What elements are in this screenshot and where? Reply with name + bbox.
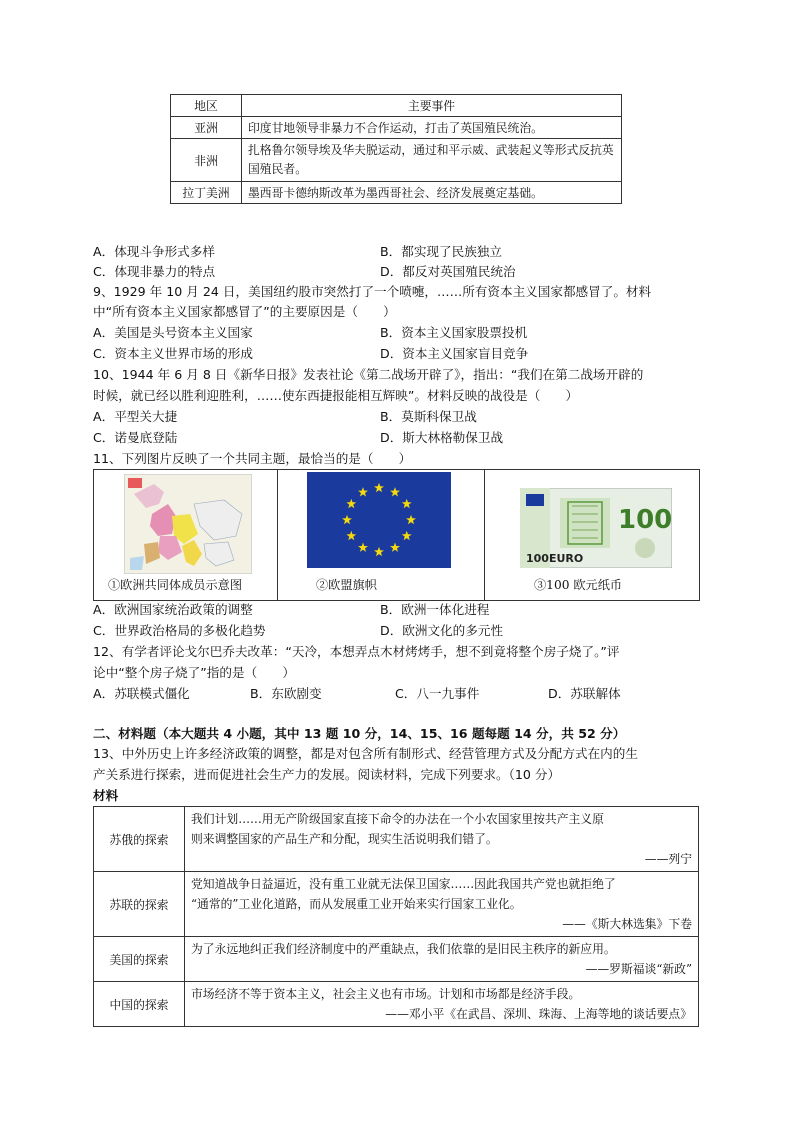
q12-option-c: C．八一九事件 xyxy=(395,686,480,701)
q10-option-c: C．诺曼底登陆 xyxy=(93,430,178,445)
material-source: ——《斯大林选集》下卷 xyxy=(562,917,692,931)
q8-option-d: D．都反对英国殖民统治 xyxy=(380,264,516,279)
q8-option-a: A．体现斗争形式多样 xyxy=(93,244,215,259)
q8-option-c: C．体现非暴力的特点 xyxy=(93,264,216,279)
q11-option-a: A．欧洲国家统治政策的调整 xyxy=(93,602,253,617)
q9-option-c: C．资本主义世界市场的形成 xyxy=(93,346,253,361)
table-cell-region: 拉丁美洲 xyxy=(171,182,242,204)
table-header-events: 主要事件 xyxy=(242,95,622,117)
material-table xyxy=(93,806,699,1027)
q9-stem-line2: 中“所有资本主义国家都感冒了”的主要原因是（ ） xyxy=(93,304,396,319)
banknote-text: 100EURO xyxy=(526,552,584,565)
caption-eu-flag: ②欧盟旗帜 xyxy=(316,578,377,592)
q12-option-d: D．苏联解体 xyxy=(548,686,621,701)
material-row-label: 苏俄的探索 xyxy=(94,807,185,872)
ec-members-map-image xyxy=(124,474,252,574)
material-line: “通常的”工业化道路，而从发展重工业开始来实行国家工业化。 xyxy=(191,897,522,911)
q10-option-a: A．平型关大捷 xyxy=(93,409,178,424)
material-source: ——邓小平《在武昌、深圳、珠海、上海等地的谈话要点》 xyxy=(385,1007,692,1021)
q11-option-d: D．欧洲文化的多元性 xyxy=(380,623,504,638)
material-source: ——罗斯福谈“新政” xyxy=(585,962,692,976)
q10-option-b: B．莫斯科保卫战 xyxy=(380,409,477,424)
caption-euro-note: ③100 欧元纸币 xyxy=(534,578,623,592)
q12-stem-line2: 论中“整个房子烧了”指的是（ ） xyxy=(93,665,295,680)
material-line: 则来调整国家的产品生产和分配，现实生活说明我们错了。 xyxy=(191,832,498,846)
table-header-region: 地区 xyxy=(171,95,242,117)
material-row-label: 中国的探索 xyxy=(94,982,185,1027)
banknote-value: 100 xyxy=(618,505,672,535)
q12-stem-line1: 12、有学者评论戈尔巴乔夫改革：“天冷，本想弄点木材烤烤手，想不到竟将整个房子烧了。”评 xyxy=(93,644,620,659)
q12-option-b: B．东欧剧变 xyxy=(250,686,322,701)
material-row-label: 苏联的探索 xyxy=(94,872,185,937)
material-line: 市场经济不等于资本主义，社会主义也有市场。计划和市场都是经济手段。 xyxy=(191,987,581,1001)
q12-option-a: A．苏联模式僵化 xyxy=(93,686,190,701)
eu-flag-image xyxy=(307,472,451,568)
q9-option-d: D．资本主义国家盲目竞争 xyxy=(380,346,529,361)
material-line: 党知道战争日益逼近，没有重工业就无法保卫国家……因此我国共产党也就拒绝了 xyxy=(191,877,616,891)
table-cell-event: 印度甘地领导非暴力不合作运动，打击了英国殖民统治。 xyxy=(242,117,622,139)
material-row-content xyxy=(185,937,699,982)
material-label: 材料 xyxy=(93,788,119,803)
q13-stem-line2: 产关系进行探索，进而促进社会生产力的发展。阅读材料，完成下列要求。（10 分） xyxy=(93,767,561,782)
material-source: ——列宁 xyxy=(644,852,692,866)
q10-stem-line2: 时候，就已经以胜利迎胜利，……使东西捷报能相互辉映”。材料反映的战役是（ ） xyxy=(93,388,579,403)
table-cell-region: 亚洲 xyxy=(171,117,242,139)
q10-stem-line1: 10、1944 年 6 月 8 日《新华日报》发表社论《第二战场开辟了》，指出：“我们在第二战场开辟的 xyxy=(93,367,644,382)
table-cell-event: 扎格鲁尔领导埃及华夫脱运动，通过和平示威、武装起义等形式反抗英国殖民者。 xyxy=(242,139,622,182)
q9-option-a: A．美国是头号资本主义国家 xyxy=(93,325,253,340)
q11-option-b: B．欧洲一体化进程 xyxy=(380,602,490,617)
caption-ec-map: ①欧洲共同体成员示意图 xyxy=(108,578,243,592)
q9-stem-line1: 9、1929 年 10 月 24 日，美国纽约股市突然打了一个喷嚏，……所有资本主义国家都感冒了。材料 xyxy=(93,284,652,299)
q10-option-d: D．斯大林格勒保卫战 xyxy=(380,430,504,445)
material-row-content xyxy=(185,807,699,872)
q13-stem-line1: 13、中外历史上许多经济政策的调整，都是对包含所有制形式、经营管理方式及分配方式在内的生 xyxy=(93,746,638,761)
region-events-table xyxy=(170,94,622,204)
q9-option-b: B．资本主义国家股票投机 xyxy=(380,325,528,340)
q11-image-panel xyxy=(93,469,700,601)
q11-option-c: C．世界政治格局的多极化趋势 xyxy=(93,623,266,638)
material-line: 为了永远地纠正我们经济制度中的严重缺点，我们依靠的是旧民主秩序的新应用。 xyxy=(191,942,616,956)
table-cell-event: 墨西哥卡德纳斯改革为墨西哥社会、经济发展奠定基础。 xyxy=(242,182,622,204)
q8-option-b: B．都实现了民族独立 xyxy=(380,244,502,259)
euro-banknote-image xyxy=(520,488,672,568)
material-line: 我们计划……用无产阶级国家直接下命令的办法在一个小农国家里按共产主义原 xyxy=(191,812,604,826)
table-cell-region: 非洲 xyxy=(171,139,242,182)
material-row-content xyxy=(185,982,699,1027)
q11-stem: 11、下列图片反映了一个共同主题，最恰当的是（ ） xyxy=(93,451,412,466)
material-row-label: 美国的探索 xyxy=(94,937,185,982)
material-row-content xyxy=(185,872,699,937)
section-2-title: 二、材料题（本大题共 4 小题，其中 13 题 10 分，14、15、16 题每题 14 分，共 52 分） xyxy=(93,726,626,741)
